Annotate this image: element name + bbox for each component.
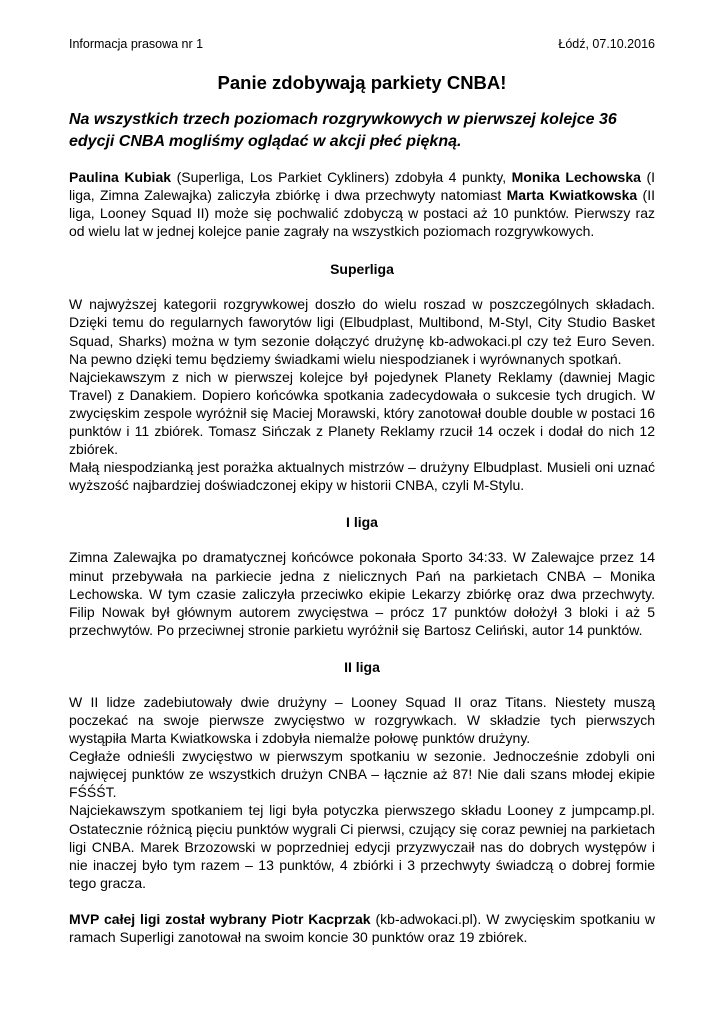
press-release-number: Informacja prasowa nr 1 <box>69 37 204 51</box>
place-date: Łódź, 07.10.2016 <box>558 37 655 51</box>
superliga-paragraph-3: Małą niespodzianką jest porażka aktualnych mistrzów – drużyny Elbudplast. Musieli oni uznać wyższość najbardziej doświadczonej ekipy w historii CNBA, czyli M-Stylu. <box>69 459 655 494</box>
mvp-announcement: MVP całej ligi został wybrany Piotr Kacprzak <box>69 910 371 927</box>
section-heading-i-liga: I liga <box>346 514 378 531</box>
intro-paragraph: Paulina Kubiak (Superliga, Los Parkiet Cykliners) zdobyła 4 punkty, Monika Lechowska (I liga, Zimna Zalewajka) zaliczyła zbiórkę i dwa przechwyty natomiast Marta Kwiatkowska (II liga, Looney Squad II) może się pochwalić zdobyczą w postaci aż 10 punktów. Pierwszy raz od wielu lat w jednej kolejce panie zagrały na wszystkich poziomach rozgrywkowych. <box>69 169 656 240</box>
page-title: Panie zdobywają parkiety CNBA! <box>217 72 507 93</box>
section-heading-superliga: Superliga <box>330 261 394 278</box>
player-name: Paulina Kubiak <box>69 169 172 185</box>
superliga-paragraph-2: Najciekawszym z nich w pierwszej kolejce był pojedynek Planety Reklamy (dawniej Magic Travel) z Danakiem. Dopiero końcówka spotkania zadecydowała o sukcesie tych drugich. W zwycięskim zespole wyróżnił się Maciej Morawski, który zanotował double double w postaci 16 punktów i 11 zbiórek. Tomasz Sińczak z Planety Reklamy rzucił 14 oczek i dodał do nich 12 zbiórek. <box>69 368 655 458</box>
section-heading-ii-liga: II liga <box>344 658 380 675</box>
page-header <box>69 36 655 52</box>
i-liga-paragraph: Zimna Zalewajka po dramatycznej końcówce pokonała Sporto 34:33. W Zalewajce przez 14 minut przebywała na parkiecie jedna z nielicznych Pań na parkietach CNBA – Monika Lechowska. W tym czasie zaliczyła przeciwko ekipie Lekarzy zbiórkę oraz dwa przechwyty. Filip Nowak był głównym autorem zwycięstwa – prócz 17 punktów dołożył 3 bloki i aż 5 przechwytów. Po przeciwnej stronie parkietu wyróżnił się Bartosz Celiński, autor 14 punktów. <box>69 549 655 638</box>
press-release-page <box>69 36 655 946</box>
player-name: Monika Lechowska <box>511 169 641 185</box>
ii-liga-paragraph-3: Najciekawszym spotkaniem tej ligi była potyczka pierwszego składu Looney z jumpcamp.pl. Ostatecznie różnicą pięciu punktów wygrali Ci pierwsi, czujący się coraz pewniej na parkietach ligi CNBA. Marek Brzozowski w poprzedniej edycji przyzwyczaił nas do dobrych występów i nie inaczej było tym razem – 13 punktów, 4 zbiórki i 3 przechwyty świadczą o dobrej formie tego gracza. <box>69 802 655 891</box>
ii-liga-paragraph-1: W II lidze zadebiutowały dwie drużyny – Looney Squad II oraz Titans. Niestety muszą poczekać na swoje pierwsze zwycięstwo w rozgrywkach. W składzie tych pierwszych wystąpiła Marta Kwiatkowska i zdobyła niemalże połowę punktów drużyny. <box>69 693 655 747</box>
lead-subtitle: Na wszystkich trzech poziomach rozgrywkowych w pierwszej kolejce 36 edycji CNBA mogliśmy oglądać w akcji płeć piękną. <box>69 111 617 150</box>
mvp-paragraph: MVP całej ligi został wybrany Piotr Kacprzak (kb-adwokaci.pl). W zwycięskim spotkaniu w ramach Superligi zanotował na swoim koncie 30 punktów oraz 19 zbiórek. <box>69 910 656 945</box>
superliga-paragraph-1: W najwyższej kategorii rozgrywkowej doszło do wielu roszad w poszczególnych składach. Dzięki temu do regularnych faworytów ligi (Elbudplast, Multibond, M-Styl, City Studio Basket Squad, Sharks) można w tym sezonie dołączyć drużynę kb-adwokaci.pl czy też Euro Seven. Na pewno dzięki temu będziemy świadkami wielu niespodzianek i wyrównanych spotkań. <box>69 296 655 367</box>
player-name: Marta Kwiatkowska <box>506 187 638 204</box>
ii-liga-paragraph-2: Cegłaże odnieśli zwycięstwo w pierwszym spotkaniu w sezonie. Jednocześnie zdobyli oni najwięcej punktów ze wszystkich drużyn CNBA – łącznie aż 87! Nie dali szans młodej ekipie FŚŚŚT. <box>69 748 655 801</box>
